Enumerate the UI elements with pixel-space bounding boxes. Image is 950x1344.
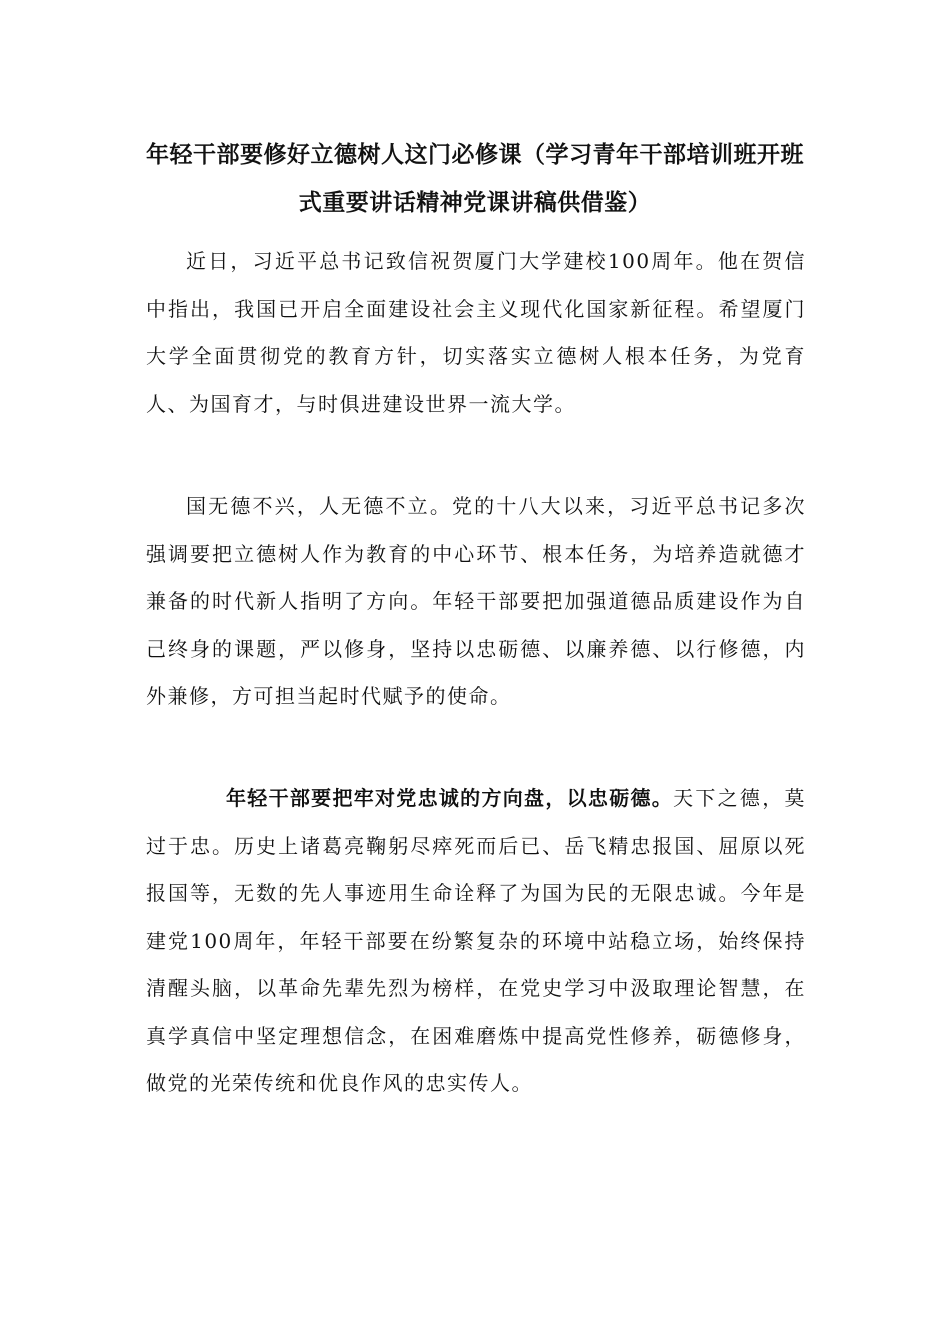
paragraph-text: 天下之德，莫过于忠。历史上诸葛亮鞠躬尽瘁死而后已、岳飞精忠报国、屈原以死报国等，无数的先人事迹用生命诠释了为国为民的无限忠诚。今年是建党100周年，年轻干部要在纷繁复杂的环境中站稳立场，始终保持清醒头脑，以革命先辈先烈为榜样，在党史学习中汲取理论智慧，在真学真信中坚定理想信念，在困难磨炼中提高党性修养，砺德修身，做党的光荣传统和优良作风的忠实传人。 [146,786,807,1095]
document-title: 年轻干部要修好立德树人这门必修课（学习青年干部培训班开班式重要讲话精神党课讲稿供借鉴） [146,142,804,216]
paragraph-text: 国无德不兴，人无德不立。党的十八大以来，习近平总书记多次强调要把立德树人作为教育的中心环节、根本任务，为培养造就德才兼备的时代新人指明了方向。年轻干部要把加强道德品质建设作为自己终身的课题，严以修身，坚持以忠砺德、以廉养德、以行修德，内外兼修，方可担当起时代赋予的使命。 [146,494,806,708]
paragraph-lead-heading: 年轻干部要把牢对党忠诚的方向盘，以忠砺德。 [226,786,674,810]
paragraph-1 [146,238,806,428]
paragraph-2 [146,483,806,721]
paragraph-3 [146,775,806,1108]
paragraph-text: 近日，习近平总书记致信祝贺厦门大学建校100周年。他在贺信中指出，我国已开启全面建设社会主义现代化国家新征程。希望厦门大学全面贯彻党的教育方针，切实落实立德树人根本任务，为党育人、为国育才，与时俱进建设世界一流大学。 [146,249,806,416]
